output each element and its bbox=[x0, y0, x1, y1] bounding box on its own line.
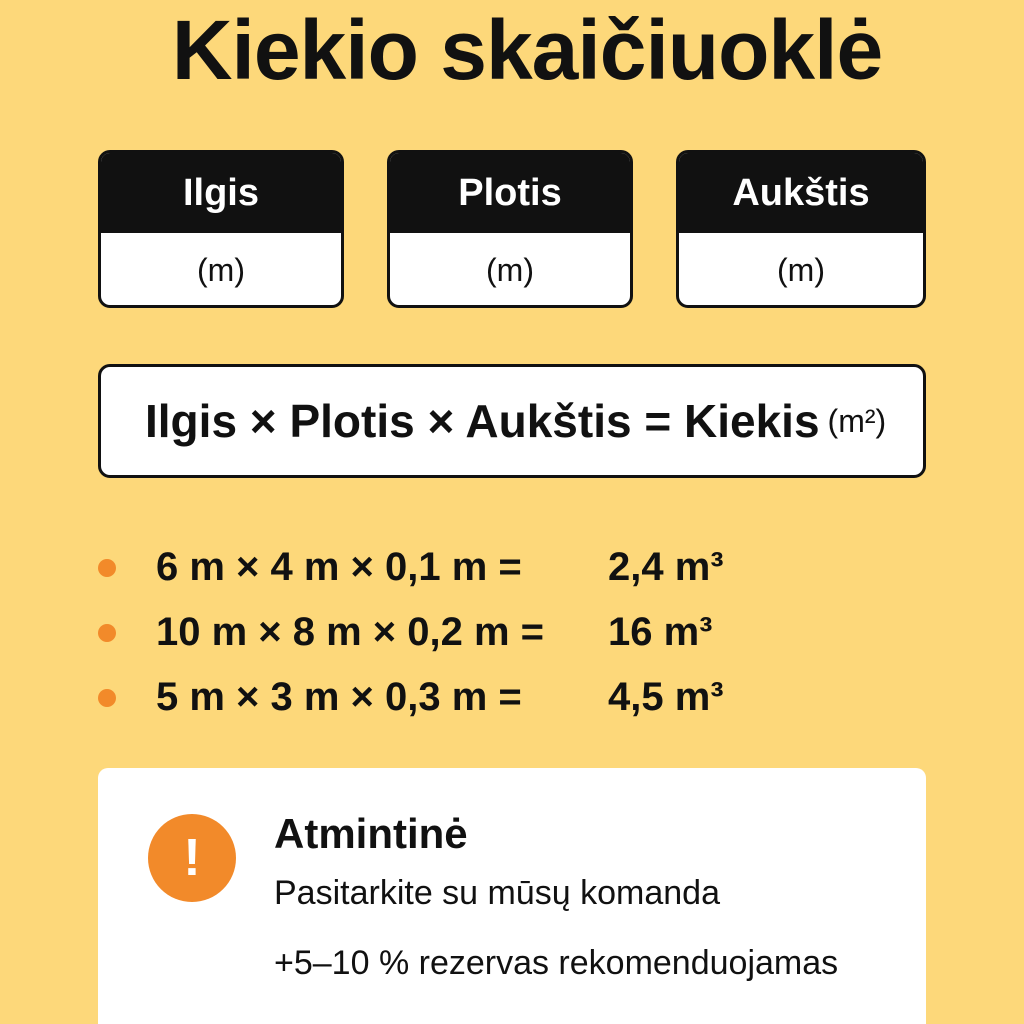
reminder-line-contact: Pasitarkite su mūsų komanda bbox=[274, 874, 720, 912]
formula-text: Ilgis × Plotis × Aukštis = Kiekis bbox=[145, 395, 820, 447]
length-unit: (m) bbox=[197, 252, 245, 288]
reminder-card bbox=[98, 768, 926, 1024]
list-item bbox=[96, 535, 796, 600]
height-label: Aukštis bbox=[679, 153, 923, 233]
length-label: Ilgis bbox=[101, 153, 341, 233]
list-item bbox=[96, 665, 796, 730]
reminder-line-reserve: +5–10 % rezervas rekomenduojamas bbox=[274, 944, 839, 982]
width-card[interactable] bbox=[387, 150, 633, 308]
examples-list bbox=[96, 535, 796, 730]
page-title: Kiekio skaičiuoklė bbox=[171, 3, 883, 97]
height-card[interactable] bbox=[676, 150, 926, 308]
alert-icon: ! bbox=[148, 814, 236, 902]
formula-box bbox=[98, 364, 926, 478]
height-unit: (m) bbox=[777, 252, 825, 288]
example-expression: 6 m × 4 m × 0,1 m = bbox=[156, 545, 522, 589]
example-result: 4,5 m³ bbox=[608, 675, 724, 719]
bullet-dot-icon bbox=[98, 624, 116, 642]
reminder-title: Atmintinė bbox=[274, 810, 468, 857]
length-card[interactable] bbox=[98, 150, 344, 308]
bullet-dot-icon bbox=[98, 689, 116, 707]
formula-unit: (m²) bbox=[827, 402, 887, 439]
example-expression: 10 m × 8 m × 0,2 m = bbox=[156, 610, 545, 654]
width-unit: (m) bbox=[486, 252, 534, 288]
bullet-dot-icon bbox=[98, 559, 116, 577]
list-item bbox=[96, 600, 796, 665]
example-result: 16 m³ bbox=[608, 610, 713, 654]
example-expression: 5 m × 3 m × 0,3 m = bbox=[156, 675, 522, 719]
example-result: 2,4 m³ bbox=[608, 545, 724, 589]
width-label: Plotis bbox=[390, 153, 630, 233]
